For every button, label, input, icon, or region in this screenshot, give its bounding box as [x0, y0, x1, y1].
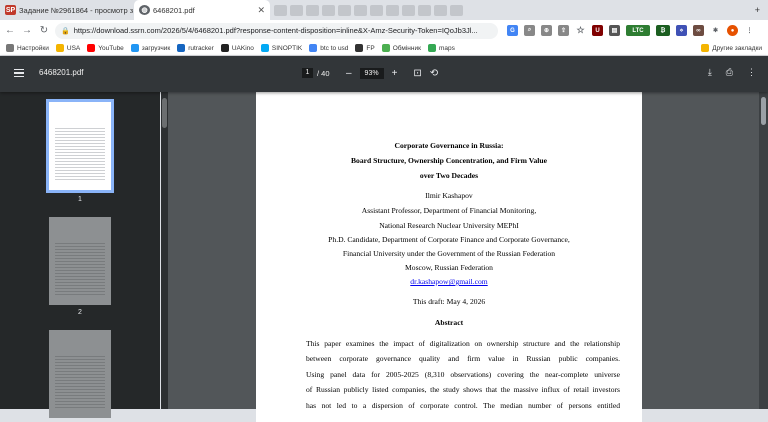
maps-icon	[428, 44, 436, 52]
paper-title-line-3: over Two Decades	[419, 171, 479, 180]
lock-icon: 🔒	[61, 27, 70, 35]
search-icon[interactable]: ⌕	[524, 25, 535, 36]
puzzle-icon[interactable]: ✱	[710, 25, 721, 36]
bookmarks-bar	[0, 41, 768, 56]
abstract-line: between corporate governance quality and firm value in Russian public companies.	[306, 354, 620, 364]
bookmark-settings[interactable]: Настройки	[6, 44, 49, 52]
ublock-icon[interactable]: U	[592, 25, 603, 36]
page-number-input[interactable]: 1	[302, 68, 313, 78]
mini-tab[interactable]	[274, 5, 287, 16]
sp-favicon-icon: SP	[5, 6, 16, 14]
folder-icon	[56, 44, 64, 52]
fit-page-icon[interactable]: ⊡	[413, 68, 422, 79]
page-selector	[302, 68, 330, 78]
sidebar-scrollbar[interactable]	[161, 92, 168, 409]
ext-icon[interactable]: ∞	[693, 25, 704, 36]
ext-icon[interactable]: ⋄	[676, 25, 687, 36]
thumbnail-page-2[interactable]	[49, 217, 111, 305]
abstract-line: has not led to a dispersion of corporate control. The median number of persons entitled	[306, 400, 620, 410]
download-icon	[131, 44, 139, 52]
viewer-scrollbar[interactable]	[759, 92, 768, 409]
zoom-in-button[interactable]: +	[391, 68, 398, 79]
menu-icon[interactable]: ⋮	[744, 25, 755, 36]
mini-tab[interactable]	[402, 5, 415, 16]
tab-label: Задание №2961864 - просмотр з	[19, 5, 134, 15]
toolbar-icons	[507, 25, 755, 36]
mini-tab[interactable]	[354, 5, 367, 16]
bookmark-rutracker[interactable]: rutracker	[177, 44, 214, 52]
bookmark-btc[interactable]: btc to usd	[309, 44, 348, 52]
abstract-body	[306, 336, 620, 413]
thumbnail-page-3[interactable]	[49, 330, 111, 418]
bookmark-youtube[interactable]: YouTube	[87, 44, 124, 52]
bookmark-downloader[interactable]: загрузчик	[131, 44, 170, 52]
pdf-viewer	[168, 92, 768, 409]
mini-tab[interactable]	[418, 5, 431, 16]
url-text: https://download.ssrn.com/2026/5/4/6468201.pdf?response-content-disposition=inline&X-Amz-Security-Token=IQoJb3Jl...	[73, 26, 478, 35]
rutracker-icon	[177, 44, 185, 52]
mini-tab[interactable]	[434, 5, 447, 16]
mini-tab[interactable]	[450, 5, 463, 16]
abstract-line: of Russian publicly listed companies, the study shows that the massive influx of retail investors	[306, 385, 620, 395]
page-total: / 40	[317, 68, 330, 78]
mini-tab[interactable]	[306, 5, 319, 16]
abstract-line: Using panel data for 2005-2025 (8,310 observations) covering the near-complete universe	[306, 369, 620, 379]
gear-icon	[6, 44, 14, 52]
mini-tab[interactable]	[370, 5, 383, 16]
mini-tab[interactable]	[290, 5, 303, 16]
affiliation-line: Assistant Professor, Department of Financial Monitoring,	[361, 206, 537, 215]
thumbnail-sidebar	[0, 92, 160, 409]
star-icon[interactable]: ☆	[576, 25, 585, 35]
tab-label: 6468201.pdf	[153, 5, 195, 15]
browser-toolbar	[0, 20, 768, 41]
bookmark-sinoptik[interactable]: SINOPTIK	[261, 44, 302, 52]
weather-icon	[261, 44, 269, 52]
youtube-icon	[87, 44, 95, 52]
window-controls	[755, 0, 768, 20]
more-options-icon[interactable]: ⋮	[747, 67, 756, 77]
other-bookmarks[interactable]: Другие закладки	[701, 44, 762, 52]
email-link[interactable]: dr.kashapow@gmail.com	[410, 277, 488, 286]
google-icon[interactable]: G	[507, 25, 518, 36]
scrollbar-thumb[interactable]	[761, 97, 766, 125]
location: Moscow, Russian Federation	[405, 263, 493, 272]
uakino-icon	[221, 44, 229, 52]
email-link-wrap	[256, 277, 642, 286]
exchange-icon	[382, 44, 390, 52]
thumbnail-text	[55, 241, 105, 297]
address-bar[interactable]	[55, 23, 498, 39]
bookmark-uakino[interactable]: UAKino	[221, 44, 254, 52]
pdf-toolbar	[0, 56, 768, 92]
author-name: Ilmir Kashapov	[425, 191, 473, 200]
extension-icon[interactable]: ▤	[609, 25, 620, 36]
print-icon[interactable]: ⎙	[725, 67, 733, 77]
bookmark-exchange[interactable]: Обмінник	[382, 44, 421, 52]
close-icon[interactable]: ✕	[257, 4, 265, 15]
affiliation-line: National Research Nuclear University MEPhI	[379, 221, 519, 230]
tab-assignment[interactable]	[0, 0, 134, 20]
fp-icon	[355, 44, 363, 52]
pinned-tabs	[270, 0, 463, 20]
zoom-input[interactable]: 93%	[360, 68, 384, 79]
rotate-icon[interactable]: ⟲	[429, 68, 439, 79]
globe-icon: ◍	[139, 5, 150, 15]
new-tab-icon[interactable]: +	[754, 5, 760, 15]
affiliation-line: Financial University under the Government of the Russian Federation	[342, 249, 556, 258]
tab-strip	[0, 0, 768, 20]
bookmark-fp[interactable]: FP	[355, 44, 374, 52]
abstract-line: This paper examines the impact of digitalization on ownership structure and the relationship	[306, 339, 620, 348]
share-icon[interactable]: ⇪	[558, 25, 569, 36]
thumbnail-text	[55, 126, 105, 182]
profile-icon[interactable]: ●	[727, 25, 738, 36]
paper-title-line-2: Board Structure, Ownership Concentration, and Firm Value	[350, 156, 548, 165]
zoom-out-button[interactable]: –	[346, 68, 352, 79]
document-title: 6468201.pdf	[39, 68, 84, 77]
pdf-page	[256, 92, 642, 422]
draft-date: This draft: May 4, 2026	[412, 297, 486, 306]
ltc-icon[interactable]: LTC	[626, 25, 650, 36]
abstract-heading: Abstract	[434, 318, 464, 327]
thumbnail-label: 1	[78, 196, 82, 203]
mini-tab[interactable]	[322, 5, 335, 16]
paper-title-line-1: Corporate Governance in Russia:	[394, 141, 504, 150]
tab-pdf[interactable]	[134, 0, 270, 20]
thumbnail-label: 2	[78, 309, 82, 316]
thumbnail-page-1[interactable]	[49, 102, 111, 190]
pdf-actions	[708, 67, 756, 78]
zoom-icon[interactable]: ⊕	[541, 25, 552, 36]
thumbnail-text	[55, 354, 105, 410]
folder-icon	[701, 44, 709, 52]
bookmark-usa[interactable]: USA	[56, 44, 80, 52]
forward-icon[interactable]: →	[22, 25, 32, 36]
bookmark-maps[interactable]: maps	[428, 44, 455, 52]
mini-tab[interactable]	[386, 5, 399, 16]
zoom-controls	[346, 68, 438, 79]
affiliation-line: Ph.D. Candidate, Department of Corporate Finance and Corporate Governance,	[328, 235, 570, 244]
mini-tab[interactable]	[338, 5, 351, 16]
btc-icon[interactable]: ₿	[656, 25, 670, 36]
reload-icon[interactable]: ↻	[39, 25, 49, 36]
download-icon[interactable]: ⤓	[707, 67, 712, 77]
back-icon[interactable]: ←	[5, 25, 15, 36]
menu-icon[interactable]	[14, 69, 24, 77]
scrollbar-thumb[interactable]	[162, 98, 167, 128]
google-icon	[309, 44, 317, 52]
